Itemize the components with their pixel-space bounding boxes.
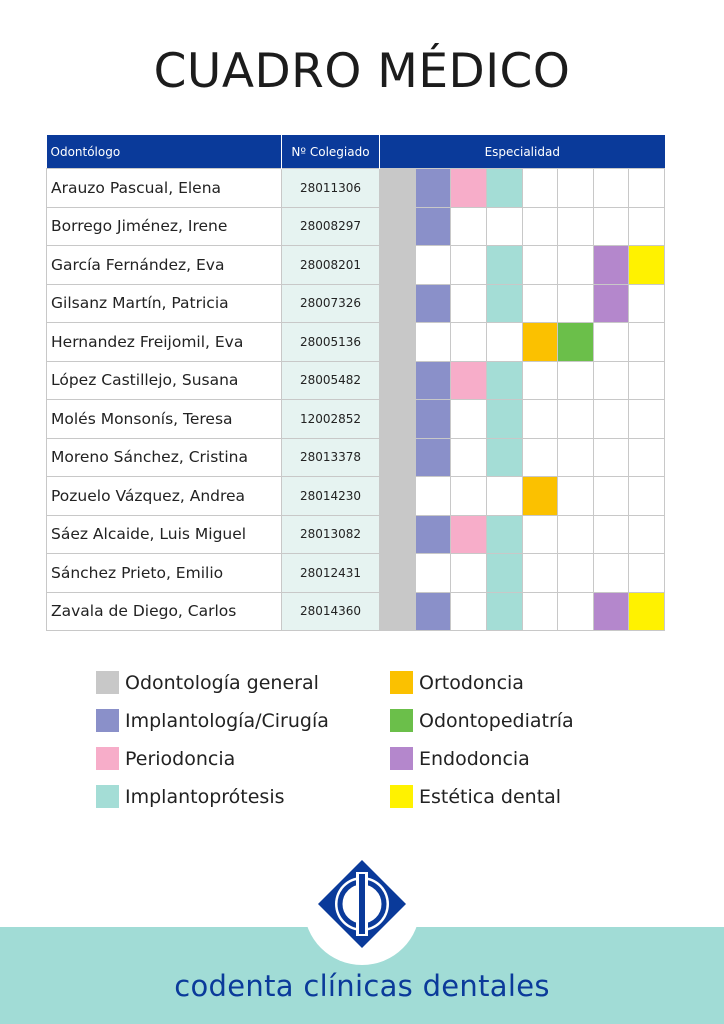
specialty-cell-orto [522,592,558,631]
legend-swatch [390,709,413,732]
specialty-cell-perio [451,361,487,400]
specialty-cell-protesis [486,169,522,208]
specialty-cell-estetica [629,284,665,323]
specialty-cell-endo [593,361,629,400]
legend-label: Odontopediatría [419,709,574,732]
table-row [47,438,665,477]
specialty-cell-odontoped [558,400,594,439]
table-row [47,592,665,631]
specialty-cell-implant [415,207,451,246]
medical-staff-table [46,135,665,631]
header-specialty: Especialidad [380,135,665,169]
legend-label: Odontología general [125,671,319,694]
specialty-cell-orto [522,361,558,400]
table-row [47,361,665,400]
legend-item-general [96,668,390,697]
specialty-cell-orto [522,207,558,246]
specialty-cell-protesis [486,477,522,516]
specialty-cell-implant [415,400,451,439]
specialty-cell-endo [593,169,629,208]
specialty-cell-odontoped [558,477,594,516]
specialty-cell-perio [451,284,487,323]
specialty-cell-estetica [629,438,665,477]
dentist-name: Borrego Jiménez, Irene [47,207,282,246]
specialty-cell-general [380,438,416,477]
specialty-cell-protesis [486,554,522,593]
specialty-cell-protesis [486,246,522,285]
registration-number: 12002852 [282,400,380,439]
specialty-cell-estetica [629,323,665,362]
table-row [47,554,665,593]
table-body [47,169,665,631]
specialty-cell-general [380,592,416,631]
specialty-cell-perio [451,515,487,554]
registration-number: 28007326 [282,284,380,323]
specialty-cell-odontoped [558,361,594,400]
specialty-cell-protesis [486,361,522,400]
legend-item-orto [390,668,656,697]
specialty-cell-general [380,361,416,400]
dentist-name: Sáez Alcaide, Luis Miguel [47,515,282,554]
specialty-cell-orto [522,284,558,323]
legend-swatch [96,671,119,694]
table-row [47,246,665,285]
specialty-cell-endo [593,592,629,631]
specialty-cell-implant [415,169,451,208]
specialty-cell-implant [415,246,451,285]
table-header-row [47,135,665,169]
dentist-name: Gilsanz Martín, Patricia [47,284,282,323]
registration-number: 28013082 [282,515,380,554]
specialty-cell-odontoped [558,169,594,208]
specialty-cell-perio [451,169,487,208]
specialty-cell-endo [593,284,629,323]
specialty-cell-implant [415,284,451,323]
specialty-cell-estetica [629,592,665,631]
legend-item-implant [96,706,390,735]
specialty-cell-odontoped [558,246,594,285]
header-registration-number: Nº Colegiado [282,135,380,169]
specialty-cell-perio [451,554,487,593]
specialty-cell-orto [522,323,558,362]
registration-number: 28008297 [282,207,380,246]
dentist-name: Moreno Sánchez, Cristina [47,438,282,477]
specialty-cell-perio [451,323,487,362]
registration-number: 28013378 [282,438,380,477]
specialty-cell-implant [415,554,451,593]
specialty-cell-endo [593,554,629,593]
specialty-cell-general [380,207,416,246]
specialty-cell-general [380,246,416,285]
specialty-cell-orto [522,246,558,285]
legend-swatch [390,747,413,770]
specialty-cell-endo [593,246,629,285]
registration-number: 28005482 [282,361,380,400]
table-row [47,207,665,246]
registration-number: 28011306 [282,169,380,208]
specialty-cell-perio [451,438,487,477]
specialty-cell-endo [593,477,629,516]
specialty-cell-estetica [629,554,665,593]
dentist-name: García Fernández, Eva [47,246,282,285]
table-row [47,169,665,208]
registration-number: 28014230 [282,477,380,516]
specialty-cell-estetica [629,361,665,400]
specialty-cell-perio [451,477,487,516]
dentist-name: López Castillejo, Susana [47,361,282,400]
registration-number: 28014360 [282,592,380,631]
specialty-legend [96,668,656,811]
table-row [47,477,665,516]
specialty-cell-odontoped [558,323,594,362]
specialty-cell-perio [451,592,487,631]
specialty-cell-estetica [629,477,665,516]
specialty-cell-orto [522,169,558,208]
dentist-name: Pozuelo Vázquez, Andrea [47,477,282,516]
specialty-cell-orto [522,400,558,439]
specialty-cell-protesis [486,515,522,554]
specialty-cell-implant [415,438,451,477]
table-row [47,400,665,439]
specialty-cell-endo [593,207,629,246]
table-row [47,323,665,362]
legend-swatch [96,785,119,808]
specialty-cell-odontoped [558,438,594,477]
specialty-cell-protesis [486,400,522,439]
specialty-cell-protesis [486,284,522,323]
specialty-cell-implant [415,477,451,516]
legend-swatch [96,747,119,770]
specialty-cell-odontoped [558,515,594,554]
specialty-cell-odontoped [558,554,594,593]
registration-number: 28012431 [282,554,380,593]
specialty-cell-general [380,323,416,362]
specialty-cell-orto [522,477,558,516]
legend-label: Estética dental [419,785,562,808]
dentist-name: Sánchez Prieto, Emilio [47,554,282,593]
legend-item-odontoped [390,706,656,735]
legend-item-perio [96,744,390,773]
specialty-cell-perio [451,246,487,285]
specialty-cell-odontoped [558,592,594,631]
legend-item-estetica [390,782,656,811]
specialty-cell-protesis [486,592,522,631]
legend-item-protesis [96,782,390,811]
legend-swatch [390,671,413,694]
specialty-cell-estetica [629,246,665,285]
specialty-cell-odontoped [558,284,594,323]
brand-name: codenta clínicas dentales [174,969,550,1003]
specialty-cell-general [380,515,416,554]
specialty-cell-perio [451,400,487,439]
specialty-cell-endo [593,323,629,362]
specialty-cell-odontoped [558,207,594,246]
specialty-cell-orto [522,515,558,554]
table-row [47,284,665,323]
specialty-cell-endo [593,400,629,439]
specialty-cell-protesis [486,207,522,246]
specialty-cell-orto [522,438,558,477]
legend-swatch [96,709,119,732]
specialty-cell-general [380,477,416,516]
specialty-cell-general [380,554,416,593]
specialty-cell-implant [415,323,451,362]
specialty-cell-implant [415,592,451,631]
dentist-name: Arauzo Pascual, Elena [47,169,282,208]
codenta-logo-icon [316,858,408,950]
legend-swatch [390,785,413,808]
specialty-cell-estetica [629,400,665,439]
registration-number: 28005136 [282,323,380,362]
specialty-cell-implant [415,515,451,554]
specialty-cell-estetica [629,515,665,554]
dentist-name: Molés Monsonís, Teresa [47,400,282,439]
legend-label: Implantología/Cirugía [125,709,329,732]
specialty-cell-perio [451,207,487,246]
specialty-cell-general [380,400,416,439]
specialty-cell-general [380,284,416,323]
specialty-cell-endo [593,515,629,554]
specialty-cell-endo [593,438,629,477]
specialty-cell-estetica [629,169,665,208]
specialty-cell-implant [415,361,451,400]
dentist-name: Zavala de Diego, Carlos [47,592,282,631]
registration-number: 28008201 [282,246,380,285]
specialty-cell-general [380,169,416,208]
legend-label: Periodoncia [125,747,236,770]
table-row [47,515,665,554]
page-title: CUADRO MÉDICO [153,44,571,99]
legend-label: Implantoprótesis [125,785,285,808]
specialty-cell-protesis [486,438,522,477]
legend-item-endo [390,744,656,773]
specialty-cell-protesis [486,323,522,362]
specialty-cell-orto [522,554,558,593]
header-dentist: Odontólogo [47,135,282,169]
specialty-cell-estetica [629,207,665,246]
dentist-name: Hernandez Freijomil, Eva [47,323,282,362]
legend-label: Endodoncia [419,747,530,770]
legend-label: Ortodoncia [419,671,524,694]
